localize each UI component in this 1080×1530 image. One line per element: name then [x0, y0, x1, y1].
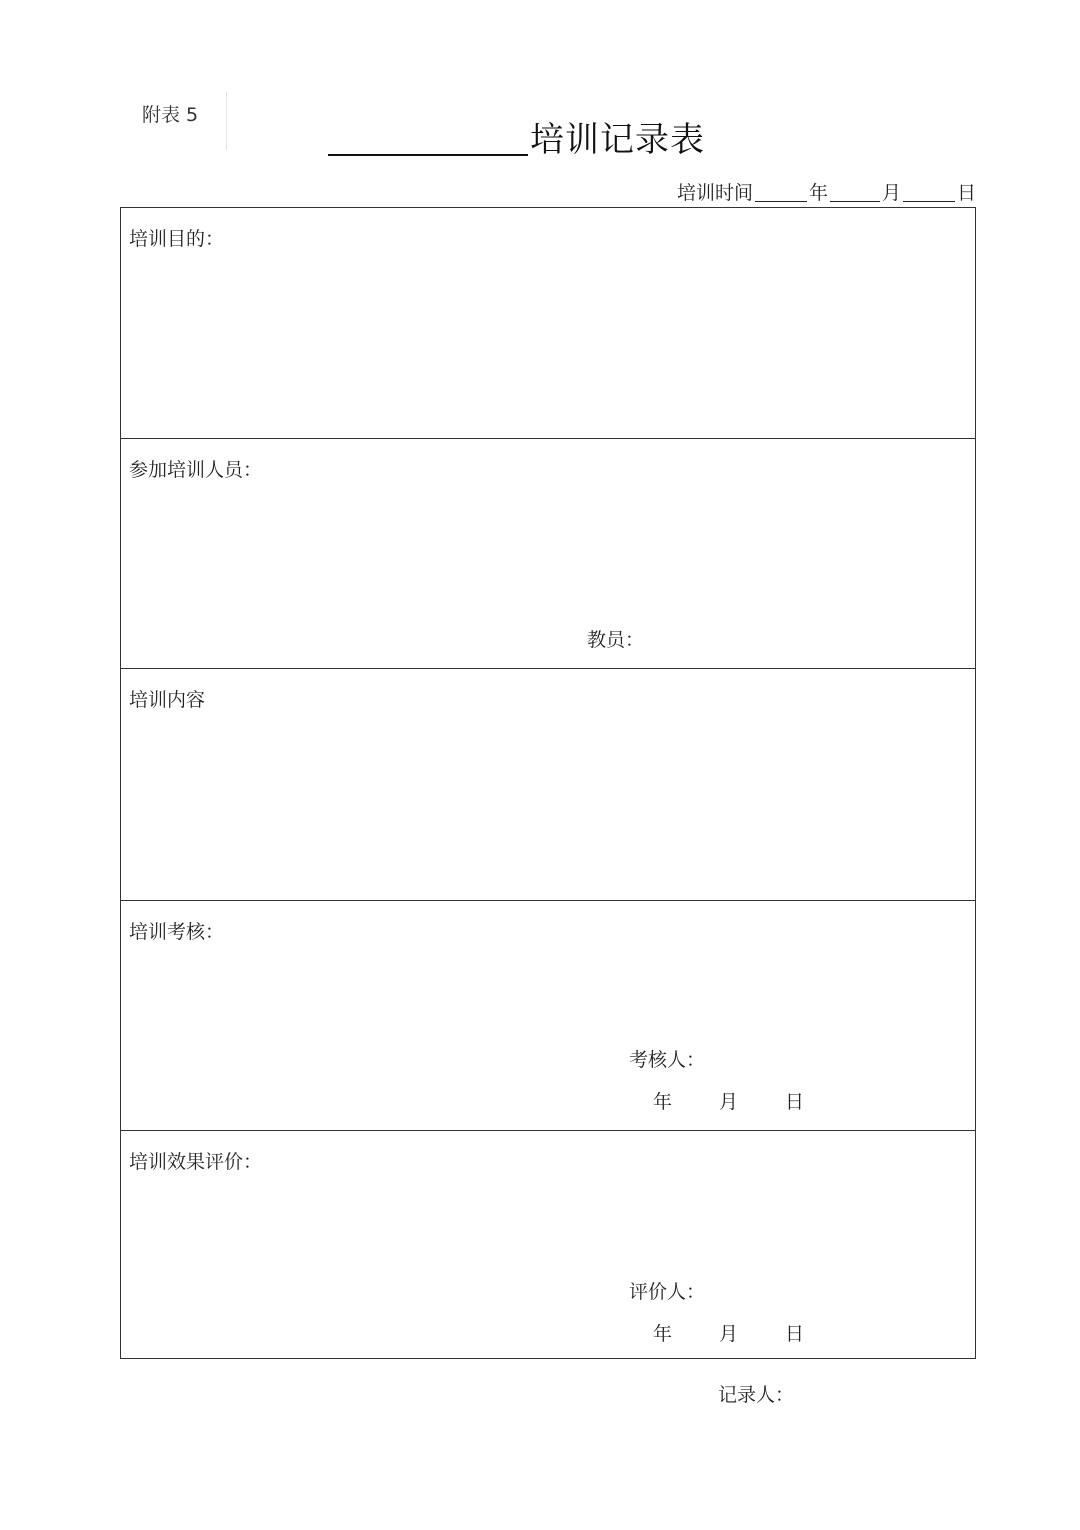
evaluator-label: 评价人： [629, 1281, 706, 1303]
assessment-field[interactable] [129, 951, 967, 1070]
content-label: 培训内容 [129, 689, 206, 711]
evaluation-month-label: 月 [719, 1323, 739, 1345]
participants-row [121, 439, 975, 669]
assessment-month-label: 月 [719, 1091, 739, 1113]
content-row [121, 669, 975, 901]
purpose-field[interactable] [129, 258, 967, 378]
evaluation-label: 培训效果评价： [129, 1151, 263, 1173]
participants-label: 参加培训人员： [129, 459, 263, 481]
evaluation-row [121, 1131, 975, 1360]
evaluation-date [653, 1319, 851, 1346]
training-date-line [677, 178, 976, 205]
purpose-label: 培训目的： [129, 228, 225, 250]
content-field[interactable] [129, 719, 967, 840]
title-prefix-blank[interactable] [328, 154, 528, 156]
appendix-label: 附表 5 [142, 104, 199, 126]
day-blank[interactable] [903, 200, 955, 202]
day-label: 日 [956, 182, 976, 204]
header-divider [226, 92, 227, 150]
assessment-date [653, 1087, 851, 1114]
instructor-label: 教员： [587, 629, 645, 651]
evaluation-field[interactable] [129, 1181, 967, 1300]
purpose-row [121, 208, 975, 439]
year-blank[interactable] [755, 200, 807, 202]
assessment-day-label: 日 [785, 1091, 805, 1113]
participants-field[interactable] [129, 489, 967, 608]
year-label: 年 [808, 182, 828, 204]
assessment-year-label: 年 [653, 1091, 673, 1113]
recorder-label: 记录人： [718, 1384, 795, 1406]
training-record-table [120, 207, 976, 1359]
evaluation-day-label: 日 [785, 1323, 805, 1345]
page-title: 培训记录表 [530, 120, 705, 160]
evaluation-year-label: 年 [653, 1323, 673, 1345]
assessment-label: 培训考核： [129, 921, 225, 943]
month-label: 月 [881, 182, 901, 204]
assessor-label: 考核人： [629, 1049, 706, 1071]
assessment-row [121, 901, 975, 1131]
month-blank[interactable] [830, 200, 880, 202]
training-date-label: 培训时间 [676, 182, 753, 204]
